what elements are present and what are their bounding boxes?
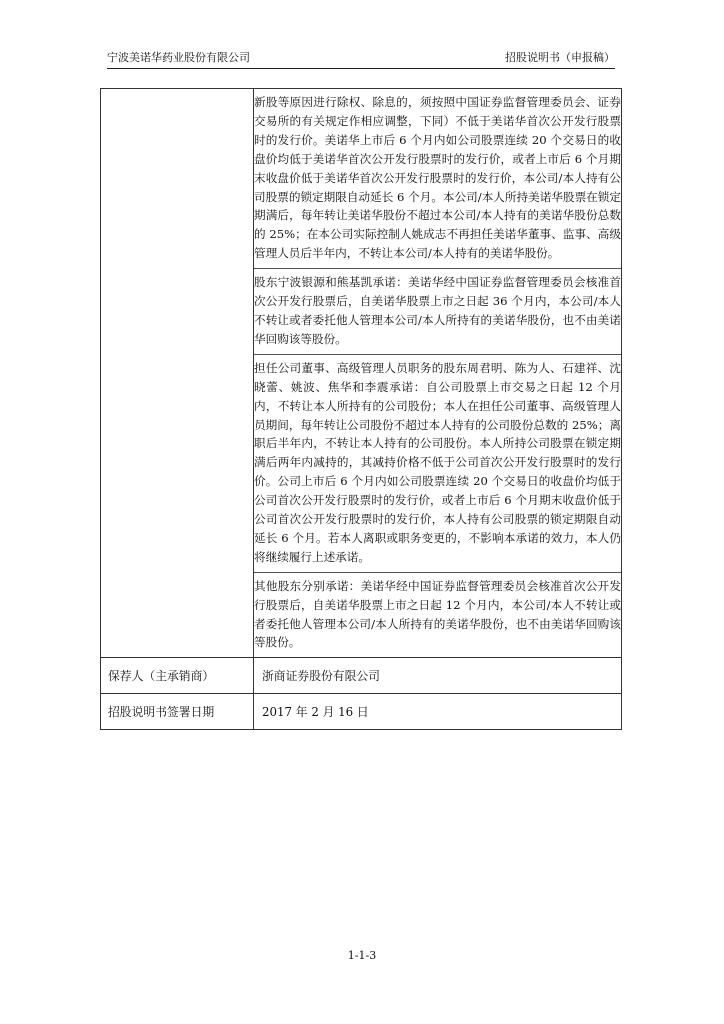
header-rule: [107, 68, 615, 69]
header-doc-title: 招股说明书（申报稿）: [505, 51, 615, 64]
commitment-paragraph: 新股等原因进行除权、除息的，须按照中国证券监督管理委员会、证券交易所的有关规定作相应调整，下同）不低于美诺华首次公开发行股票时的发行价。美诺华上市后 6 个月内如公司股票连续 20 个交易日的收盘价均低于美诺华首次公开发行股票时的发行价，或者上市后 6 个月期末收盘价低于美诺华首次公开发行股票时的发行价，本公司/本人持有公司股票的锁定期限自动延长 6 个月。本公司/本人所持美诺华股票在锁定期满后，每年转让美诺华股份不超过本公司/本人持有的美诺华股份总数的 25%；在本公司实际控制人姚成志不再担任美诺华董事、监事、高级管理人员后半年内，不转让本公司/本人持有的美诺华股份。: [254, 95, 621, 261]
table-row: [101, 694, 622, 730]
sign-date-label: 招股说明书签署日期: [101, 694, 254, 730]
commitments-row: [101, 89, 622, 658]
sponsor-value: 浙商证券股份有限公司: [254, 658, 622, 694]
sign-date-value: 2017 年 2 月 16 日: [254, 694, 622, 730]
commitment-paragraph: 担任公司董事、高级管理人员职务的股东周君明、陈为人、石建祥、沈晓蕾、姚波、焦华和李震承诺：自公司股票上市交易之日起 12 个月内，不转让本人所持有的公司股份；本人在担任公司董事、高级管理人员期间，每年转让公司股份不超过本人持有的公司股份总数的 25%；离职后半年内，不转让本人持有的公司股份。本人所持公司股票在锁定期满后两年内减持的，其减持价格不低于公司首次公开发行股票时的发行价。公司上市后 6 个月内如公司股票连续 20 个交易日的收盘价均低于公司首次公开发行股票时的发行价，或者上市后 6 个月期末收盘价低于公司首次公开发行股票时的发行价，本人持有公司股票的锁定期限自动延长 6 个月。若本人离职或职务变更的，不影响本承诺的效力，本人仍将继续履行上述承诺。: [254, 354, 621, 572]
table-row: [101, 658, 622, 694]
commitment-paragraph: 其他股东分别承诺：美诺华经中国证券监督管理委员会核准首次公开发行股票后，自美诺华股票上市之日起 12 个月内，本公司/本人不转让或者委托他人管理本公司/本人所持有的美诺华股份，也不由美诺华回购该等股份。: [254, 572, 621, 658]
commitments-cell: [254, 89, 622, 658]
sponsor-label: 保荐人（主承销商）: [101, 658, 254, 694]
page-header: [107, 50, 615, 68]
commitment-paragraph: 股东宁波银源和熊基凯承诺：美诺华经中国证券监督管理委员会核准首次公开发行股票后，自美诺华股票上市之日起 36 个月内，本公司/本人不转让或者委托他人管理本公司/本人所持有的美诺华股份，也不由美诺华回购该等股份。: [254, 268, 621, 354]
page-number: 1-1-3: [347, 949, 377, 962]
header-company: 宁波美诺华药业股份有限公司: [107, 51, 250, 64]
info-table: [100, 88, 622, 730]
commitments-label-cell: [101, 89, 254, 658]
